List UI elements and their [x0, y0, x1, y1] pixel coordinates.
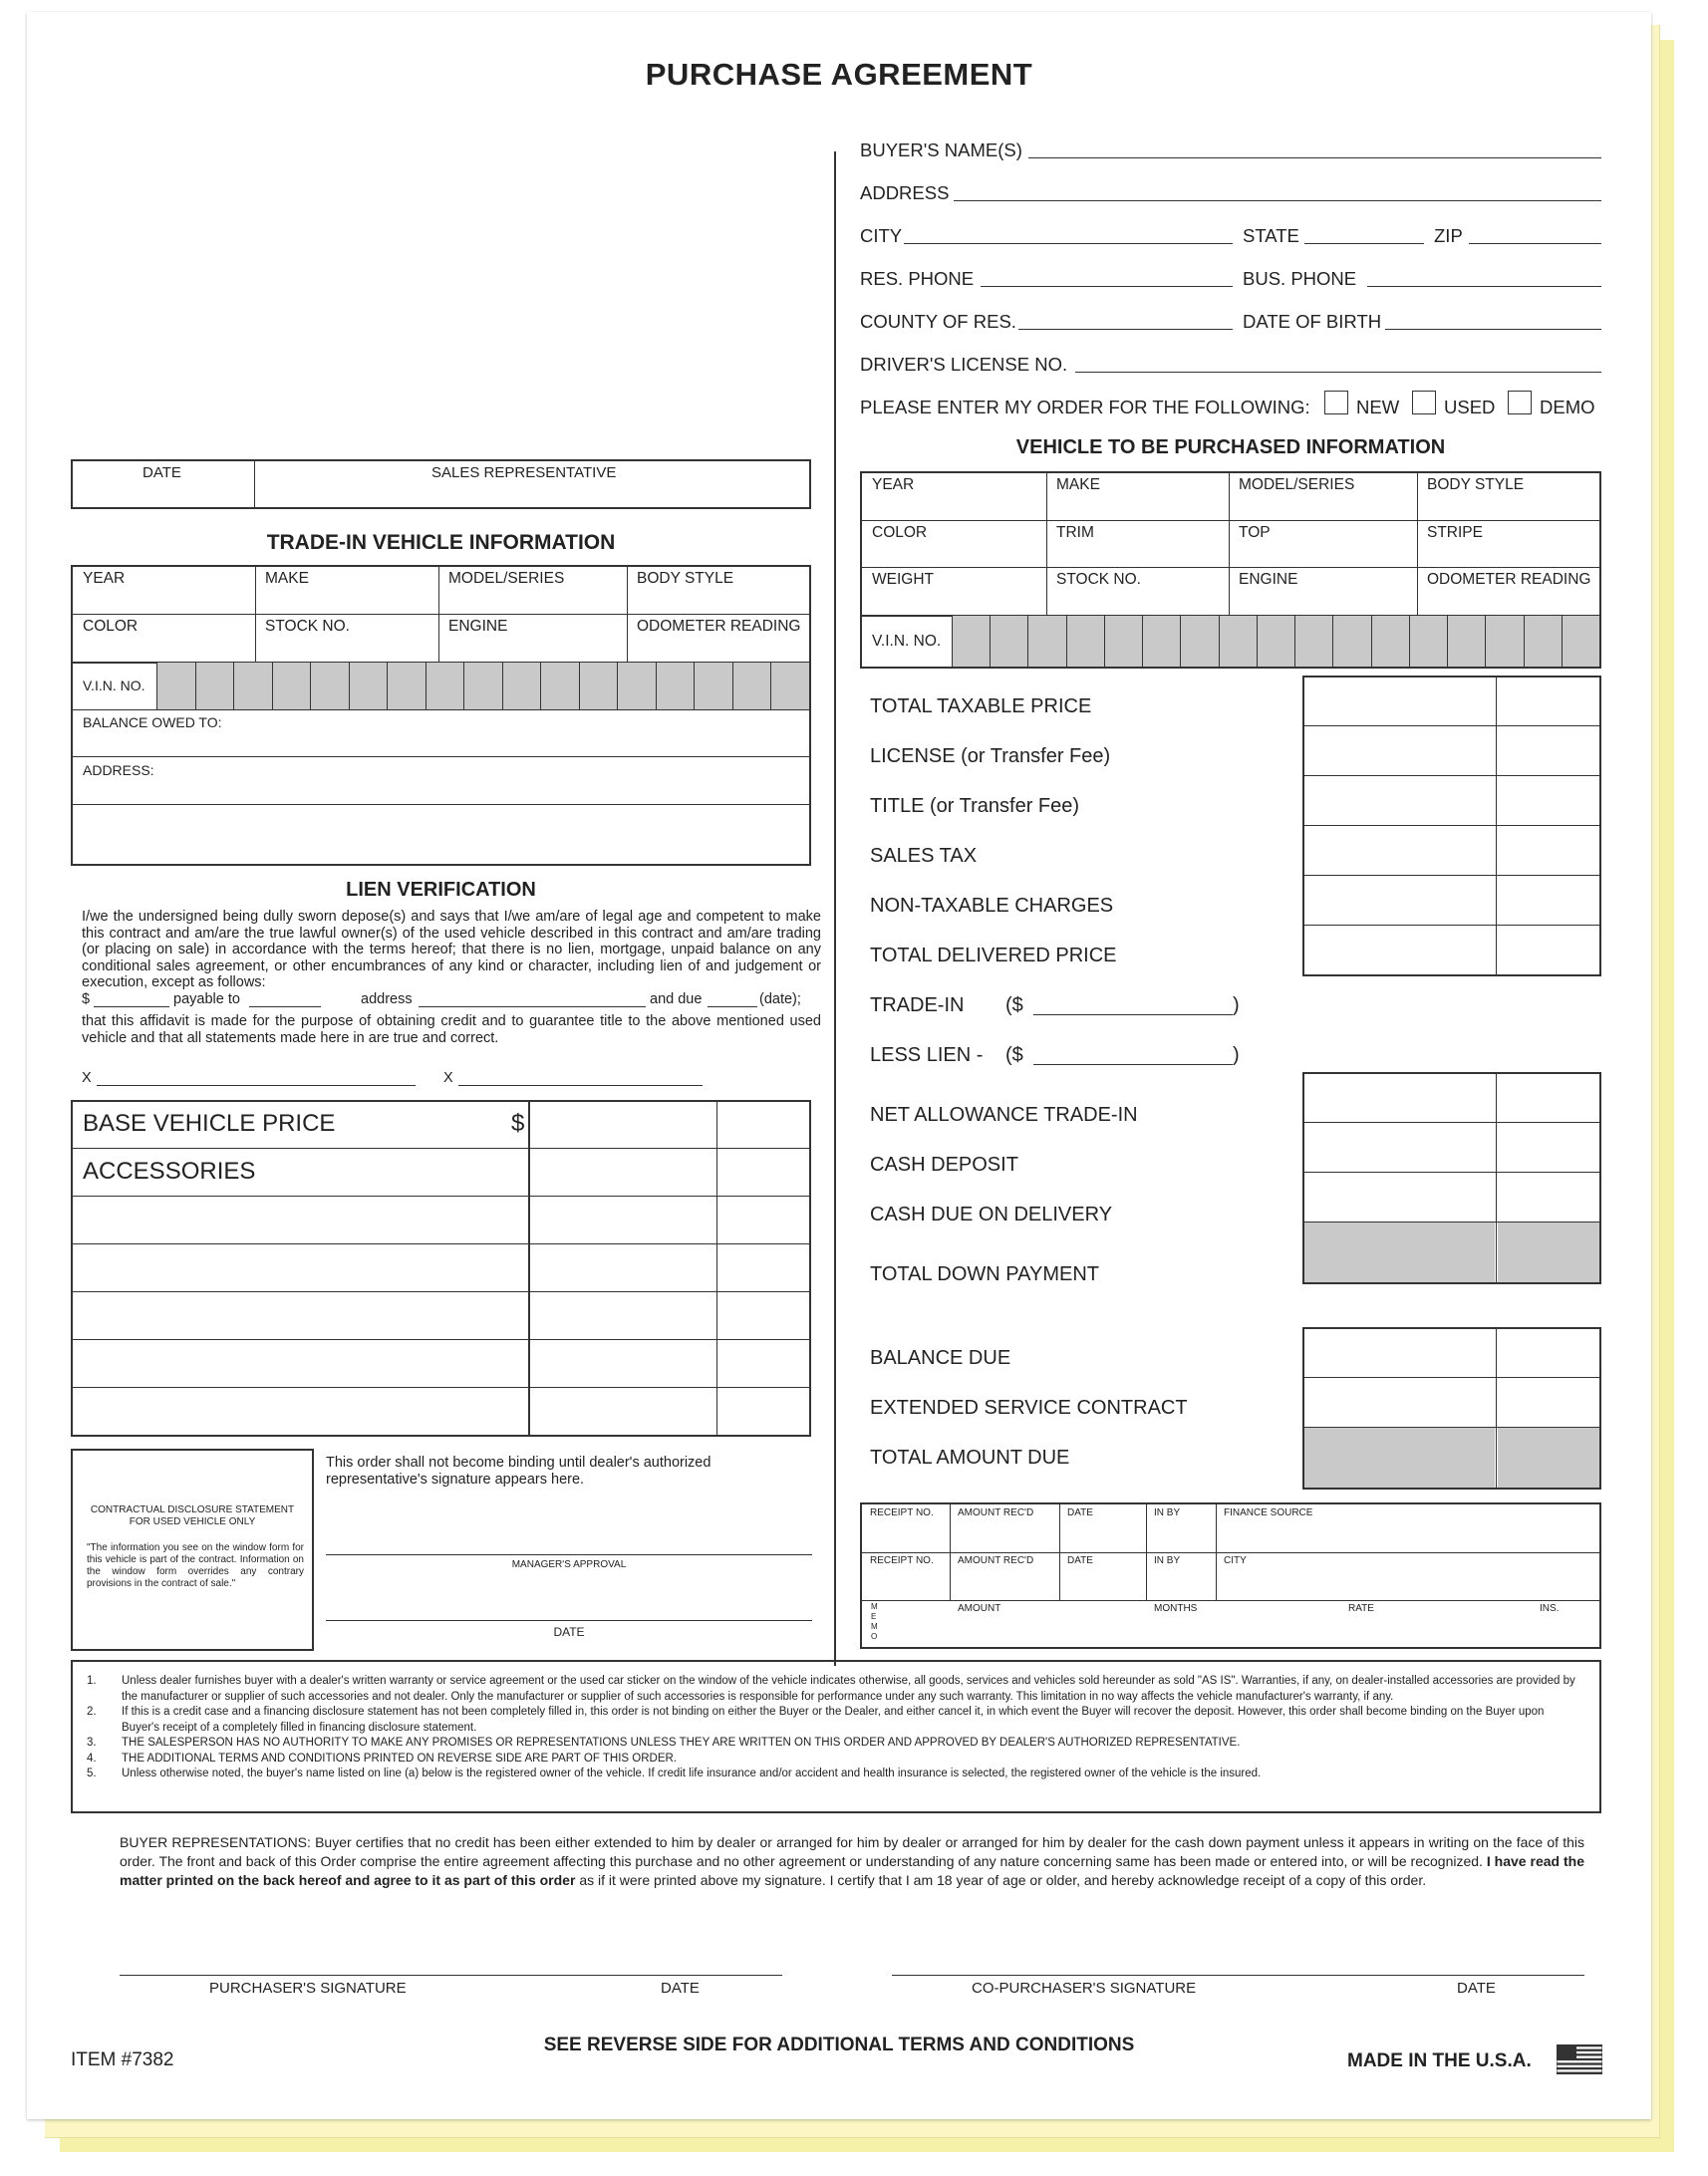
memo-letter: M — [871, 1622, 878, 1631]
vin-character-box[interactable] — [952, 616, 990, 667]
col-line — [1146, 1504, 1147, 1600]
row-line — [73, 1339, 809, 1340]
vin-character-box[interactable] — [156, 663, 195, 709]
dob-field[interactable] — [1385, 311, 1601, 330]
term-text: If this is a credit case and a financing disclosure statement has not been completely filled in, this order is not binding on either the Buyer or the Dealer, and either cancel it, in which event the Buyer will recover the deposit. However, this order shall become binding on the Buyer upon Buyer's receipt of a completely filled in financing disclosure statement. — [122, 1706, 1545, 1734]
demo-option-label: DEMO — [1540, 397, 1595, 417]
row-line — [1304, 1377, 1599, 1378]
col-line — [255, 567, 256, 662]
price-boxes-1 — [1302, 676, 1601, 976]
trade-in-field[interactable] — [1033, 1014, 1233, 1015]
total-amount-label: TOTAL AMOUNT DUE — [870, 1447, 1070, 1469]
lien-paragraph-2: that this affidavit is made for the purpose of obtaining credit and to guarantee title to the above mentioned used vehicle and that all statements made here in are true and correct. — [82, 1013, 821, 1046]
approval-date-line[interactable] — [326, 1620, 812, 1621]
form-title: PURCHASE AGREEMENT — [645, 57, 1033, 92]
total-amount-shaded — [1304, 1428, 1495, 1488]
col-line — [1216, 1504, 1217, 1600]
row-line — [1304, 1172, 1599, 1173]
buyer-reps-part1: BUYER REPRESENTATIONS: Buyer certifies that no credit has been either extended to him by dealer or arranged for him by dealer or arranged for him by dealer for the cash down payment unless it appears in writing on the face of this order. The front and back of this Order comprise the entire agreement affecting this purchase and no other agreement or understanding of any nature concerning same has been made or entered into, or will be recognized. — [120, 1834, 1584, 1869]
term-item — [87, 1705, 1581, 1736]
vin-character-box[interactable] — [1332, 616, 1370, 667]
new-checkbox[interactable] — [1324, 391, 1348, 414]
address-label: ADDRESS — [860, 182, 950, 203]
total-delivered-label: TOTAL DELIVERED PRICE — [870, 945, 1117, 966]
vin-character-box[interactable] — [1371, 616, 1409, 667]
vin-character-box[interactable] — [770, 663, 809, 709]
term-item — [87, 1674, 1581, 1705]
accessories-label: ACCESSORIES — [83, 1158, 256, 1185]
approval-date-label: DATE — [553, 1625, 585, 1639]
vehicle-model-label: MODEL/SERIES — [1239, 476, 1355, 493]
row-line — [73, 1148, 809, 1149]
vehicle-heading: VEHICLE TO BE PURCHASED INFORMATION — [1015, 436, 1446, 458]
buyer-representations — [120, 1833, 1584, 1890]
new-option-label: NEW — [1356, 397, 1400, 417]
date-divider — [254, 461, 255, 507]
lien-address-label: ADDRESS: — [83, 762, 154, 778]
trade-in-close: ) — [1233, 994, 1240, 1016]
col-line — [627, 567, 628, 662]
purchaser-signature-line[interactable] — [120, 1975, 782, 1976]
lien-date-label: (date); — [759, 991, 801, 1007]
vin-character-box[interactable] — [1027, 616, 1065, 667]
trade-year-label: YEAR — [83, 570, 126, 587]
buyer-name-field[interactable] — [1028, 139, 1601, 158]
base-price-table — [71, 1100, 811, 1437]
less-lien-field[interactable] — [1033, 1064, 1233, 1065]
vehicle-weight-label: WEIGHT — [872, 571, 934, 588]
cash-deposit-label: CASH DEPOSIT — [870, 1154, 1018, 1176]
memo-letter: M — [871, 1602, 878, 1611]
made-in-usa: MADE IN THE U.S.A. — [1347, 2050, 1532, 2071]
extended-service-label: EXTENDED SERVICE CONTRACT — [870, 1397, 1188, 1419]
res-phone-field[interactable] — [981, 268, 1233, 287]
memo-ins-label: INS. — [1540, 1603, 1560, 1614]
trade-stock-label: STOCK NO. — [265, 618, 350, 635]
row-line — [1304, 725, 1599, 726]
dob-label: DATE OF BIRTH — [1243, 311, 1382, 332]
vin-character-box[interactable] — [540, 663, 579, 709]
row-line — [1304, 925, 1599, 926]
manager-approval-label: MANAGER'S APPROVAL — [511, 1559, 627, 1570]
lien-amount-line — [82, 991, 821, 1009]
term-number: 2. — [87, 1706, 97, 1718]
col-line — [1046, 473, 1047, 615]
vin-character-box[interactable] — [1294, 616, 1332, 667]
row-line — [73, 1196, 809, 1197]
vin-character-box[interactable] — [1257, 616, 1294, 667]
drivers-license-field[interactable] — [1075, 354, 1601, 373]
memo-rate-label: RATE — [1348, 1603, 1374, 1614]
vin-character-box[interactable] — [1104, 616, 1142, 667]
lien-x-1: X — [82, 1070, 92, 1086]
lien-dollar: $ — [82, 991, 91, 1007]
net-allowance-label: NET ALLOWANCE TRADE-IN — [870, 1104, 1138, 1126]
trade-color-label: COLOR — [83, 618, 139, 635]
row-line — [73, 1387, 809, 1388]
total-down-shaded-2 — [1498, 1223, 1599, 1282]
vehicle-odometer-label: ODOMETER READING — [1427, 571, 1591, 588]
vin-character-box[interactable] — [990, 616, 1027, 667]
balance-due-label: BALANCE DUE — [870, 1347, 1011, 1369]
reverse-side-note: SEE REVERSE SIDE FOR ADDITIONAL TERMS AND CONDITIONS — [543, 2035, 1135, 2055]
vin-character-box[interactable] — [1142, 616, 1180, 667]
term-item — [87, 1752, 1581, 1768]
vin-character-box[interactable] — [1524, 616, 1562, 667]
vehicle-make-label: MAKE — [1056, 476, 1100, 493]
disclosure-box — [71, 1449, 314, 1651]
lien-address-field[interactable] — [419, 1006, 646, 1007]
sales-rep-label: SALES REPRESENTATIVE — [431, 464, 617, 481]
trade-odometer-label: ODOMETER READING — [637, 618, 801, 635]
term-text: Unless dealer furnishes buyer with a dealer's written warranty or service agreement or the used car sticker on the window of the vehicle indicates otherwise, all goods, services and vehicles sold hereunder as sold "AS IS". Warranties, if any, on dealer-installed accessories are provided by the manufacturer or supplier of such accessories and not dealer. Only the manufacturer or supplier of such accessories is responsible for performance under any such warranty. This limitation in no way affects the vehicle manufacturer's warranty, if any. — [122, 1675, 1575, 1703]
title-fee-label: TITLE (or Transfer Fee) — [870, 795, 1080, 817]
trade-in-label: TRADE-IN — [870, 994, 965, 1016]
vehicle-table — [860, 471, 1601, 669]
approval-note: This order shall not become binding until dealer's authorized representative's signature appears here. — [326, 1455, 712, 1488]
disclosure-body: "The information you see on the window form for this vehicle is part of the contract. Information on the window form overrides any contrary provisions in the contract of sale." — [87, 1542, 304, 1589]
row-line — [1304, 775, 1599, 776]
lien-heading: LIEN VERIFICATION — [346, 879, 536, 901]
buyer-reps-bold: I have read the matter printed on the back hereof and agree to it as part of this order — [120, 1853, 1584, 1888]
row-line — [862, 1552, 1599, 1553]
vin-character-box[interactable] — [1485, 616, 1523, 667]
lien-address-label-2: address — [361, 991, 413, 1007]
lien-due-label: and due — [650, 991, 703, 1007]
order-type-label: PLEASE ENTER MY ORDER FOR THE FOLLOWING: — [860, 397, 1310, 417]
lien-payable-label: payable to — [173, 991, 240, 1007]
city-label: CITY — [860, 225, 903, 246]
terms-box — [71, 1660, 1601, 1813]
drivers-license-label: DRIVER'S LICENSE NO. — [860, 354, 1068, 375]
total-taxable-label: TOTAL TAXABLE PRICE — [870, 695, 1092, 717]
row-line — [73, 709, 809, 710]
col-line — [528, 1102, 530, 1435]
vin-character-box[interactable] — [732, 663, 771, 709]
col-line — [438, 567, 439, 662]
trade-make-label: MAKE — [265, 570, 309, 587]
total-down-shaded — [1304, 1223, 1495, 1282]
term-number: 5. — [87, 1768, 97, 1779]
lien-signature-1[interactable] — [97, 1085, 416, 1086]
res-phone-label: RES. PHONE — [860, 268, 975, 289]
purchase-agreement-form — [27, 12, 1651, 2119]
trade-engine-label: ENGINE — [448, 618, 508, 635]
row-line — [73, 1291, 809, 1292]
trade-in-table — [71, 565, 811, 866]
zip-field[interactable] — [1469, 225, 1601, 244]
receipt-date-label: DATE — [1067, 1507, 1093, 1518]
date-label: DATE — [142, 464, 181, 481]
price-boxes-3 — [1302, 1327, 1601, 1490]
item-number: ITEM #7382 — [71, 2049, 174, 2070]
trade-in-paren: ($ — [1005, 994, 1023, 1016]
vin-character-box[interactable] — [1180, 616, 1218, 667]
less-lien-paren: ($ — [1005, 1044, 1023, 1066]
vehicle-year-label: YEAR — [872, 476, 915, 493]
vin-character-box[interactable] — [1409, 616, 1447, 667]
trade-vin-cells[interactable] — [156, 663, 809, 709]
sales-tax-label: SALES TAX — [870, 845, 978, 867]
vin-character-box[interactable] — [387, 663, 426, 709]
vin-character-box[interactable] — [426, 663, 464, 709]
co-purchaser-date-label: DATE — [1457, 1980, 1496, 1997]
row-line — [73, 614, 809, 615]
vin-character-box[interactable] — [233, 663, 272, 709]
vin-character-box[interactable] — [656, 663, 695, 709]
row-line — [862, 520, 1599, 521]
total-down-label: TOTAL DOWN PAYMENT — [870, 1263, 1100, 1285]
vin-character-box[interactable] — [617, 663, 656, 709]
vehicle-trim-label: TRIM — [1056, 524, 1094, 541]
disclosure-heading: CONTRACTUAL DISCLOSURE STATEMENT FOR USED VEHICLE ONLY — [90, 1504, 295, 1527]
amount-recd-label-2: AMOUNT REC'D — [958, 1555, 1034, 1566]
row-line — [73, 1243, 809, 1244]
purchaser-signature-label: PURCHASER'S SIGNATURE — [209, 1980, 407, 1997]
col-line — [1229, 473, 1230, 615]
vin-character-box[interactable] — [1562, 616, 1599, 667]
cash-due-label: CASH DUE ON DELIVERY — [870, 1204, 1113, 1225]
demo-checkbox[interactable] — [1508, 391, 1532, 414]
row-line — [1304, 825, 1599, 826]
vin-character-box[interactable] — [272, 663, 311, 709]
base-price-label: BASE VEHICLE PRICE — [83, 1110, 336, 1137]
non-taxable-label: NON-TAXABLE CHARGES — [870, 895, 1114, 917]
vin-character-box[interactable] — [1447, 616, 1485, 667]
license-fee-label: LICENSE (or Transfer Fee) — [870, 745, 1111, 767]
state-label: STATE — [1243, 225, 1299, 246]
receipt-date-label-2: DATE — [1067, 1555, 1093, 1566]
col-line — [1059, 1504, 1060, 1600]
buyer-reps-part2: as if it were printed above my signature. I certify that I am 18 year of age or older, and hereby acknowledge receipt of a copy of this order. — [579, 1872, 1427, 1888]
term-number: 1. — [87, 1675, 97, 1687]
col-line — [1417, 473, 1418, 615]
us-flag-icon — [1557, 2044, 1602, 2074]
vin-character-box[interactable] — [694, 663, 732, 709]
receipt-no-label-2: RECEIPT NO. — [870, 1555, 934, 1566]
price-boxes-2 — [1302, 1072, 1601, 1284]
city-field[interactable] — [904, 225, 1233, 244]
bus-phone-label: BUS. PHONE — [1243, 268, 1357, 289]
base-price-dollar: $ — [511, 1110, 525, 1137]
vin-character-box[interactable] — [310, 663, 349, 709]
memo-vertical-label — [871, 1602, 878, 1642]
row-line — [73, 756, 809, 757]
trade-in-heading: TRADE-IN VEHICLE INFORMATION — [266, 531, 616, 554]
less-lien-label: LESS LIEN - — [870, 1044, 984, 1066]
date-sales-rep-box — [71, 459, 811, 509]
trade-model-label: MODEL/SERIES — [448, 570, 565, 587]
lien-paragraph: I/we the undersigned being dully sworn depose(s) and says that I/we am/are of legal age and competent to make this contract and am/are the true lawful owner(s) of the used vehicle described in this contract and am/are trading (or placing on sale) in accordance with the terms hereof; that there is no lien, mortgage, unpaid balance on any conditional sales agreement, or other encumbrances of any kind or character, including lien of and judgement or execution, except as follows: — [82, 909, 821, 990]
vehicle-top-label: TOP — [1239, 524, 1271, 541]
vehicle-stripe-label: STRIPE — [1427, 524, 1483, 541]
term-number: 3. — [87, 1737, 97, 1749]
term-text: Unless otherwise noted, the buyer's name listed on line (a) below is the registered owner of the vehicle. If credit life insurance and/or accident and health insurance is selected, the registered owner of the vehicle is the insured. — [122, 1768, 1262, 1779]
vehicle-vin-cells[interactable] — [952, 616, 1599, 667]
buyer-name-label: BUYER'S NAME(S) — [860, 139, 1022, 160]
vin-character-box[interactable] — [502, 663, 541, 709]
receipt-city-label: CITY — [1224, 1555, 1247, 1566]
receipt-table — [860, 1502, 1601, 1649]
vehicle-vin-label: V.I.N. NO. — [872, 633, 942, 650]
purchaser-date-label: DATE — [661, 1980, 700, 1997]
finance-source-label: FINANCE SOURCE — [1224, 1507, 1313, 1518]
receipt-no-label: RECEIPT NO. — [870, 1507, 934, 1518]
vehicle-color-label: COLOR — [872, 524, 928, 541]
vin-character-box[interactable] — [195, 663, 234, 709]
center-divider — [834, 151, 836, 1666]
lien-amount-field[interactable] — [94, 1006, 169, 1007]
row-line — [862, 567, 1599, 568]
vin-character-box[interactable] — [1066, 616, 1104, 667]
vin-character-box[interactable] — [463, 663, 502, 709]
vin-character-box[interactable] — [1219, 616, 1257, 667]
in-by-label: IN BY — [1154, 1507, 1181, 1518]
col-line — [1496, 1074, 1497, 1282]
row-line — [73, 804, 809, 805]
lien-payable-field[interactable] — [249, 1006, 321, 1007]
zip-label: ZIP — [1434, 225, 1463, 246]
term-number: 4. — [87, 1752, 97, 1765]
county-field[interactable] — [1018, 311, 1233, 330]
state-field[interactable] — [1304, 225, 1424, 244]
co-purchaser-signature-label: CO-PURCHASER'S SIGNATURE — [972, 1980, 1197, 1997]
less-lien-close: ) — [1233, 1044, 1240, 1066]
manager-approval-line[interactable] — [326, 1554, 812, 1555]
col-line — [950, 1504, 951, 1600]
in-by-label-2: IN BY — [1154, 1555, 1181, 1566]
co-purchaser-signature-line[interactable] — [892, 1975, 1584, 1976]
amount-recd-label: AMOUNT REC'D — [958, 1507, 1034, 1518]
term-text: THE ADDITIONAL TERMS AND CONDITIONS PRINTED ON REVERSE SIDE ARE PART OF THIS ORDER. — [122, 1752, 677, 1765]
vin-character-box[interactable] — [579, 663, 618, 709]
lien-due-field[interactable] — [708, 1006, 757, 1007]
col-line — [1496, 1329, 1497, 1488]
row-line — [1304, 1122, 1599, 1123]
term-item — [87, 1767, 1581, 1782]
row-line — [862, 1600, 1599, 1601]
memo-amount-label: AMOUNT — [958, 1603, 1001, 1614]
county-label: COUNTY OF RES. — [860, 311, 1016, 332]
used-checkbox[interactable] — [1412, 391, 1436, 414]
balance-owed-label: BALANCE OWED TO: — [83, 714, 222, 730]
total-amount-shaded-2 — [1498, 1428, 1599, 1488]
used-option-label: USED — [1444, 397, 1496, 417]
address-field[interactable] — [954, 182, 1601, 201]
vehicle-engine-label: ENGINE — [1239, 571, 1298, 588]
col-line — [716, 1102, 717, 1435]
vehicle-body-style-label: BODY STYLE — [1427, 476, 1525, 493]
lien-x-2: X — [443, 1070, 453, 1086]
memo-months-label: MONTHS — [1154, 1603, 1198, 1614]
memo-letter: E — [871, 1612, 877, 1621]
row-line — [1304, 875, 1599, 876]
lien-signature-2[interactable] — [458, 1085, 703, 1086]
trade-body-style-label: BODY STYLE — [637, 570, 734, 587]
trade-vin-label: V.I.N. NO. — [83, 678, 145, 693]
term-text: THE SALESPERSON HAS NO AUTHORITY TO MAKE ANY PROMISES OR REPRESENTATIONS UNLESS THEY ARE WRITTEN ON THIS ORDER AND APPROVED BY DEALER'S AUTHORIZED REPRESENTATIVE. — [122, 1737, 1241, 1749]
terms-list — [87, 1674, 1581, 1782]
bus-phone-field[interactable] — [1367, 268, 1601, 287]
vehicle-stock-label: STOCK NO. — [1056, 571, 1141, 588]
term-item — [87, 1736, 1581, 1752]
memo-letter: O — [871, 1632, 878, 1641]
col-line — [1496, 678, 1497, 974]
vin-character-box[interactable] — [349, 663, 388, 709]
